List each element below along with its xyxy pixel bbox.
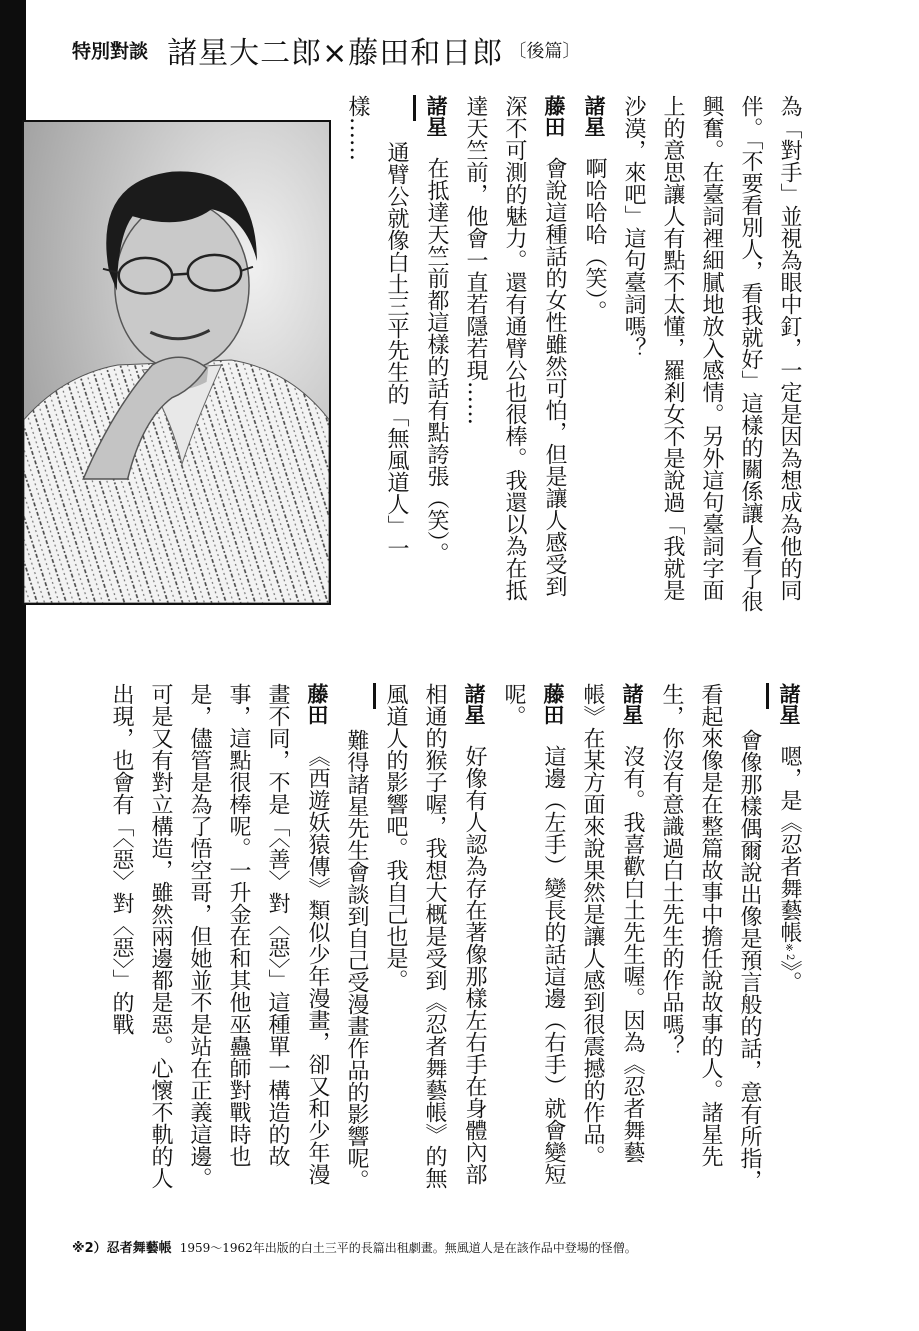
utterance-text: 通臂公就像白土三平先生的「無風道人」一樣…… xyxy=(345,95,409,559)
utterance xyxy=(652,683,769,1193)
utterance xyxy=(376,683,494,1193)
utterance-text: 這邊（左手）變長的話這邊（右手）就會變短呢。 xyxy=(501,683,566,1185)
utterance xyxy=(574,95,614,615)
utterance xyxy=(494,683,573,1193)
utterance-text: 難得諸星先生會談到自己受漫畫作品的影響呢。 xyxy=(344,729,369,1191)
utterance-text: 在抵達天竺前都這樣的話有點誇張（笑）。 xyxy=(424,157,449,564)
utterance xyxy=(338,95,416,615)
utterance-text: 嗯，是《忍者舞藝帳 xyxy=(777,745,802,943)
header-part: 〔後篇〕 xyxy=(508,41,581,62)
utterance xyxy=(416,95,456,615)
speaker-label: 諸星 xyxy=(424,95,448,137)
utterance-text: 啊哈哈哈（笑）。 xyxy=(582,157,607,322)
utterance xyxy=(102,683,337,1193)
speaker-label: 藤田 xyxy=(542,95,566,137)
utterance-text-end: 》。 xyxy=(777,960,802,994)
speaker-label: 諸星 xyxy=(620,683,644,725)
portrait-illustration xyxy=(24,122,329,603)
utterance-text: 為「對手」並視為眼中釘，一定是因為想成為他的同伴。「不要看別人，看我就好」這樣的關係讓人看了很興奮。在臺詞裡細膩地放入感情。另外這句臺詞字面上的意思讓人有點不太懂，羅剎女不是說過「我就是沙漠，來吧」這句臺詞嗎？ xyxy=(621,95,802,612)
interviewer-dash xyxy=(373,683,376,709)
utterance xyxy=(337,683,376,1193)
utterance xyxy=(614,95,809,615)
utterance xyxy=(573,683,652,1193)
footnote-text: 1959〜1962年出版的白土三平的長篇出租劇畫。無風道人是在該作品中登場的怪僧。 xyxy=(179,1241,637,1255)
utterance-text: 會說這種話的女性雖然可怕，但是讓人感受到深不可測的魅力。還有通臂公也很棒。我還以為在抵達天竺前，他會一直若隱若現…… xyxy=(463,95,567,601)
portrait-photo xyxy=(22,120,331,605)
page-header xyxy=(72,28,581,71)
speaker-label: 諸星 xyxy=(462,683,486,725)
dialogue-block-bottom xyxy=(102,683,809,1193)
utterance xyxy=(769,683,809,1193)
speaker-label: 藤田 xyxy=(305,683,329,725)
utterance-text: 《西遊妖猿傳》類似少年漫畫，卻又和少年漫畫不同，不是「〈善〉對〈惡〉」這種單一構造的故事，這點很棒呢。一升金在和其他巫蠱師對戰時也是，儘管是為了悟空哥，但她並不是站在正義這邊。可是又有對立構造，雖然兩邊都是惡。心懷不軌的人出現，也會有「〈惡〉對〈惡〉」的戰 xyxy=(109,683,330,1189)
footnote-marker: ※2 xyxy=(784,943,795,961)
utterance-text: 沒有。我喜歡白土先生喔。因為《忍者舞藝帳》在某方面來說果然是讓人感到很震撼的作品。 xyxy=(580,683,645,1167)
utterance-text: 會像那樣偶爾說出像是預言般的話，意有所指，看起來像是在整篇故事中擔任說故事的人。諸星先生，你沒有意識過白土先生的作品嗎？ xyxy=(659,683,762,1191)
footnote xyxy=(72,1237,637,1256)
speaker-label: 諸星 xyxy=(582,95,606,137)
header-title: 諸星大二郎×藤田和日郎 xyxy=(167,36,504,71)
utterance-text: 好像有人認為存在著像那樣左右手在身體內部相通的猴子喔，我想大概是受到《忍者舞藝帳》的無風道人的影響吧。我自己也是。 xyxy=(383,683,487,1189)
interviewer-dash xyxy=(413,95,416,121)
speaker-label: 藤田 xyxy=(541,683,565,725)
footnote-label: ※2）忍者舞藝帳 xyxy=(72,1241,172,1256)
dialogue-block-top xyxy=(338,95,809,615)
header-series: 特別對談 xyxy=(72,40,149,63)
speaker-label: 諸星 xyxy=(777,683,801,725)
utterance xyxy=(456,95,574,615)
interviewer-dash xyxy=(766,683,769,709)
